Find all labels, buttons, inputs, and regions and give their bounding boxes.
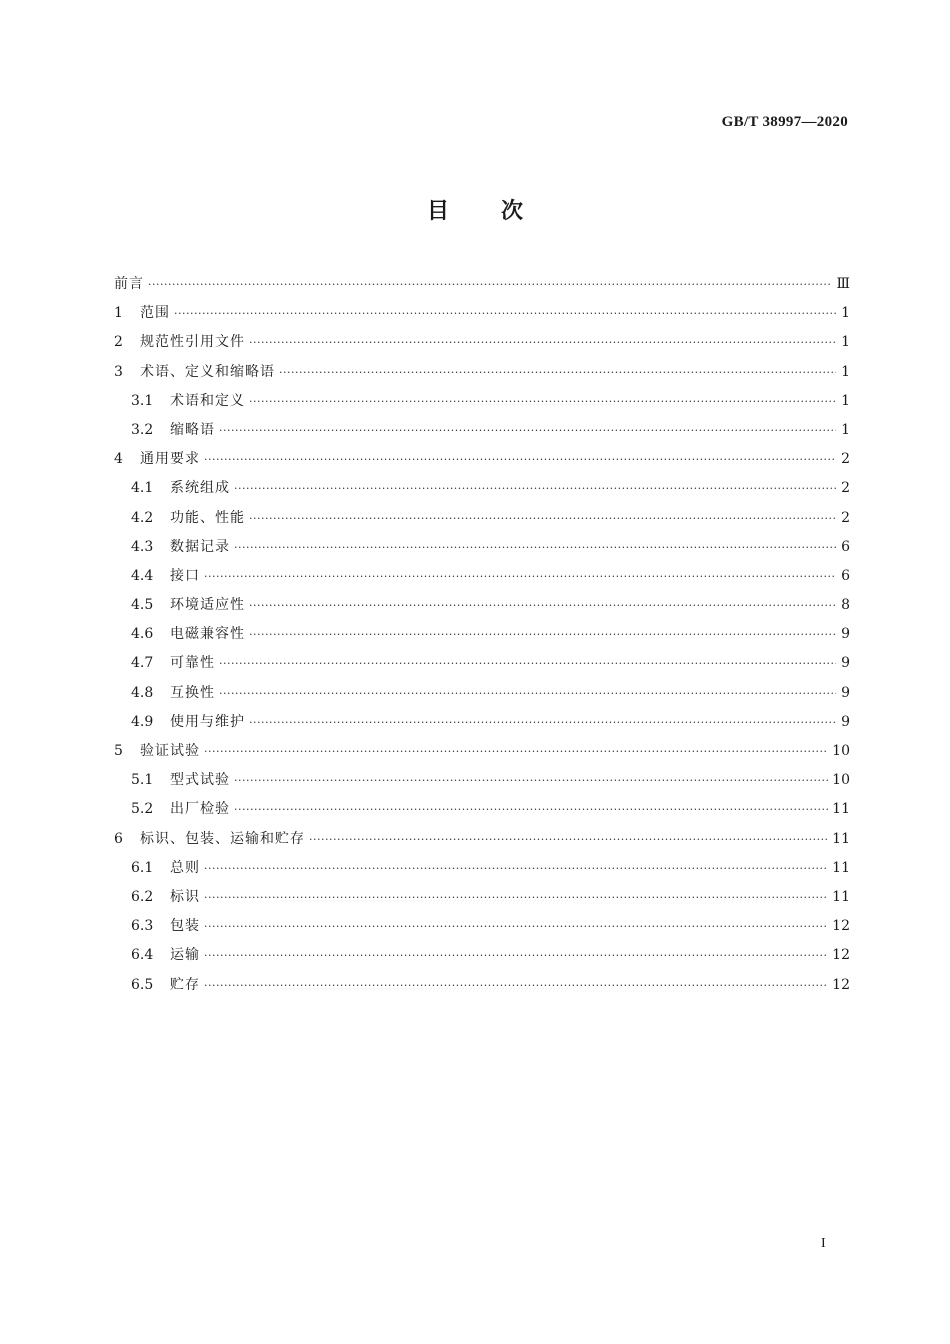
toc-leader-dots: [234, 474, 836, 503]
toc-entry-page: 2: [841, 451, 850, 468]
toc-entry-number: 5.1: [131, 772, 154, 789]
toc-leader-dots: [249, 504, 836, 533]
toc-entry[interactable]: [114, 504, 850, 533]
toc-entry[interactable]: [114, 737, 850, 766]
toc-entry-page: 1: [841, 334, 850, 351]
toc-entry[interactable]: [114, 825, 850, 854]
toc-entry-page: 12: [832, 918, 850, 935]
toc-entry-page: 1: [841, 421, 850, 438]
toc-entry-number: 6.1: [131, 859, 154, 876]
toc-entry-label: 贮存: [170, 976, 200, 993]
toc-entry[interactable]: [114, 620, 850, 649]
toc-leader-dots: [219, 416, 836, 445]
toc-entry[interactable]: [114, 941, 850, 970]
toc-entry-page: 1: [841, 392, 850, 409]
toc-leader-dots: [279, 358, 836, 387]
toc-entry-number: 4.1: [131, 480, 154, 497]
toc-entry-label: 总则: [170, 859, 200, 876]
toc-entry-number: 6: [114, 830, 123, 847]
toc-entry-page: 6: [841, 567, 850, 584]
toc-entry-label: 前言: [114, 276, 144, 292]
toc-entry-number: 4.7: [131, 655, 154, 672]
toc-entry-number: 1: [114, 305, 123, 322]
toc-entry-page: 9: [841, 626, 850, 643]
toc-entry-page: 12: [832, 976, 850, 993]
toc-entry-page: 6: [841, 538, 850, 555]
toc-entry-label: 电磁兼容性: [170, 626, 245, 643]
toc-entry-number: 6.3: [131, 918, 154, 935]
toc-entry[interactable]: [114, 854, 850, 883]
toc-entry-page: 1: [841, 305, 850, 322]
toc-entry-page: 2: [841, 480, 850, 497]
toc-entry-label: 功能、性能: [170, 509, 245, 526]
toc-entry-label: 包装: [170, 918, 200, 935]
toc-entry-label: 缩略语: [170, 421, 215, 438]
page-title: 目次: [426, 199, 575, 224]
toc-entry-number: 4: [114, 451, 123, 468]
toc-entry-label: 数据记录: [170, 538, 230, 555]
toc-entry-number: 3: [114, 363, 123, 380]
toc-leader-dots: [249, 591, 836, 620]
toc-entry-label: 环境适应性: [170, 597, 245, 614]
toc-entry[interactable]: [114, 270, 850, 299]
toc-entry-label: 规范性引用文件: [140, 334, 245, 351]
toc-leader-dots: [249, 328, 836, 357]
toc-entry-page: 8: [841, 597, 850, 614]
toc-entry-page: 9: [841, 684, 850, 701]
toc-entry[interactable]: [114, 708, 850, 737]
toc-entry-number: 4.4: [131, 567, 154, 584]
toc-entry-label: 型式试验: [170, 772, 230, 789]
toc-entry-number: 4.8: [131, 684, 154, 701]
toc-entry[interactable]: [114, 562, 850, 591]
toc-entry-number: 5.2: [131, 801, 154, 818]
toc-entry-number: 6.2: [131, 888, 154, 905]
toc-entry[interactable]: [114, 912, 850, 941]
toc-entry[interactable]: [114, 387, 850, 416]
toc-leader-dots: [148, 270, 832, 299]
toc-leader-dots: [204, 883, 828, 912]
toc-entry-number: 5: [114, 743, 123, 759]
toc-entry-page: 9: [841, 713, 850, 730]
toc-entry-label: 术语和定义: [170, 392, 245, 409]
toc-entry-page: 9: [841, 655, 850, 672]
toc-entry-label: 可靠性: [170, 655, 215, 672]
toc-entry-number: 4.6: [131, 626, 154, 643]
toc-entry[interactable]: [114, 328, 850, 357]
toc-leader-dots: [219, 649, 836, 678]
toc-leader-dots: [309, 825, 828, 854]
toc-leader-dots: [174, 299, 836, 328]
toc-entry-page: 10: [832, 772, 850, 789]
toc-entry-label: 标识: [170, 888, 200, 905]
toc-entry[interactable]: [114, 299, 850, 328]
toc-entry-label: 验证试验: [140, 743, 200, 759]
toc-leader-dots: [204, 562, 836, 591]
toc-entry[interactable]: [114, 795, 850, 824]
standard-code: GB/T 38997—2020: [721, 114, 848, 130]
toc-leader-dots: [249, 708, 836, 737]
table-of-contents: [114, 270, 850, 1000]
toc-entry-label: 互换性: [170, 684, 215, 701]
toc-leader-dots: [204, 445, 836, 474]
toc-entry-label: 接口: [170, 567, 200, 584]
toc-entry-page: 10: [832, 743, 850, 759]
toc-leader-dots: [204, 737, 828, 766]
toc-leader-dots: [249, 620, 836, 649]
toc-entry[interactable]: [114, 416, 850, 445]
toc-entry-page: 11: [832, 888, 850, 905]
toc-entry-number: 4.3: [131, 538, 154, 555]
toc-entry[interactable]: [114, 358, 850, 387]
toc-leader-dots: [204, 854, 828, 883]
toc-entry-page: 11: [832, 830, 850, 847]
footer-page-number: I: [821, 1236, 826, 1251]
toc-entry-label: 范围: [140, 305, 170, 322]
toc-entry-label: 运输: [170, 947, 200, 964]
toc-entry-number: 4.2: [131, 509, 154, 526]
toc-entry[interactable]: [114, 533, 850, 562]
toc-entry-number: 3.2: [131, 421, 154, 438]
toc-entry[interactable]: [114, 971, 850, 1000]
toc-entry[interactable]: [114, 883, 850, 912]
toc-leader-dots: [234, 533, 836, 562]
toc-entry[interactable]: [114, 679, 850, 708]
toc-leader-dots: [234, 795, 828, 824]
toc-leader-dots: [234, 766, 828, 795]
toc-entry-page: 11: [832, 859, 850, 876]
toc-entry-number: 6.5: [131, 976, 154, 993]
toc-entry-page: 11: [832, 801, 850, 818]
toc-entry[interactable]: [114, 766, 850, 795]
toc-leader-dots: [204, 971, 828, 1000]
toc-entry-label: 出厂检验: [170, 801, 230, 818]
toc-leader-dots: [204, 912, 828, 941]
toc-entry-label: 使用与维护: [170, 713, 245, 730]
toc-entry-page: Ⅲ: [836, 276, 850, 292]
toc-entry-number: 4.5: [131, 597, 154, 614]
toc-entry-label: 通用要求: [140, 451, 200, 468]
toc-leader-dots: [249, 387, 836, 416]
toc-entry-number: 6.4: [131, 947, 154, 964]
toc-entry-number: 4.9: [131, 713, 154, 730]
toc-leader-dots: [219, 679, 836, 708]
toc-entry-number: 3.1: [131, 392, 154, 409]
toc-entry-number: 2: [114, 334, 123, 351]
toc-entry-label: 系统组成: [170, 480, 230, 497]
toc-entry-label: 术语、定义和缩略语: [140, 363, 275, 380]
toc-entry[interactable]: [114, 649, 850, 678]
toc-entry[interactable]: [114, 591, 850, 620]
toc-entry-page: 12: [832, 947, 850, 964]
toc-entry[interactable]: [114, 474, 850, 503]
toc-entry-page: 1: [841, 363, 850, 380]
toc-entry[interactable]: [114, 445, 850, 474]
toc-entry-page: 2: [841, 509, 850, 526]
toc-leader-dots: [204, 941, 828, 970]
toc-entry-label: 标识、包装、运输和贮存: [140, 830, 305, 847]
